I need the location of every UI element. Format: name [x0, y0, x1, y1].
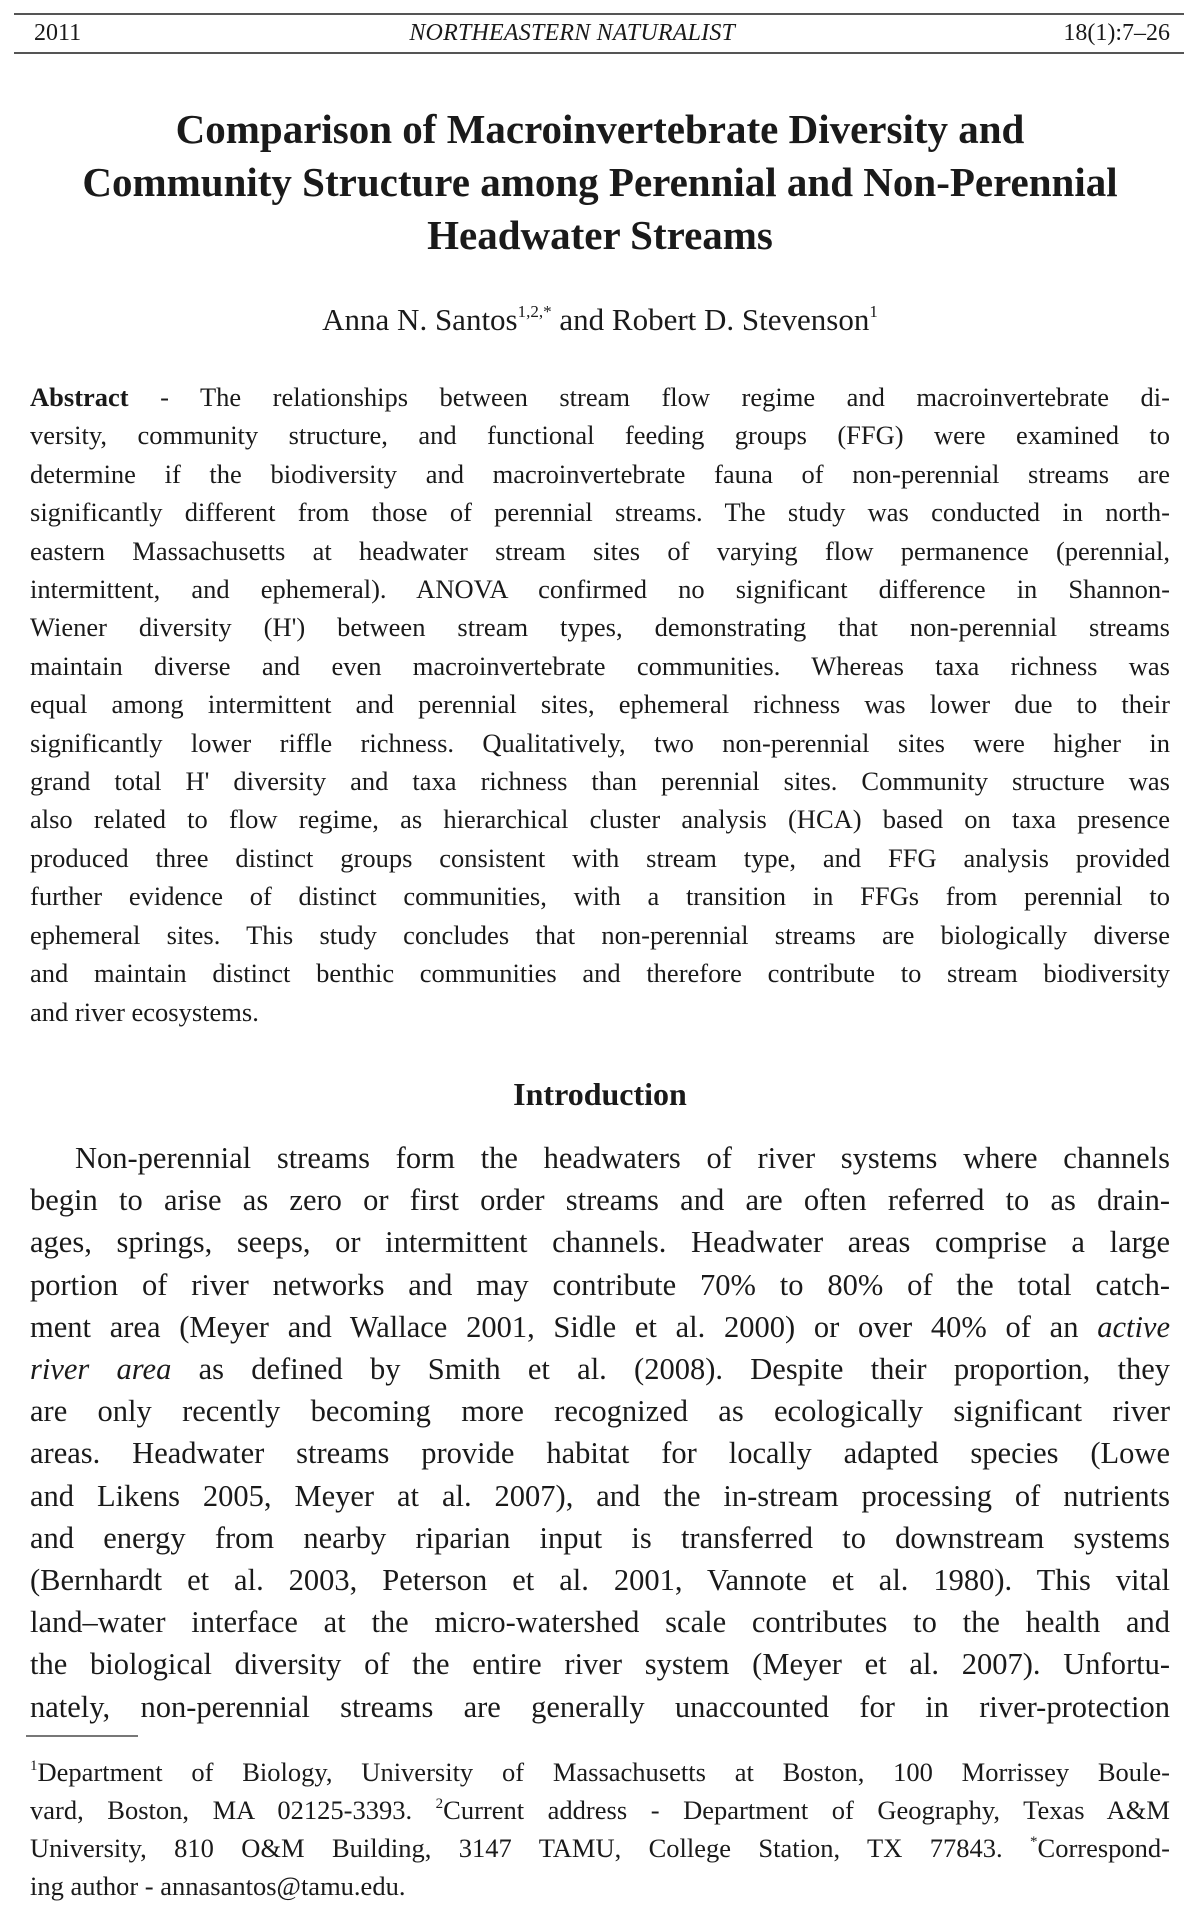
italic-term: river area	[30, 1352, 172, 1387]
abstract-line: eastern Massachusetts at headwater stream sites of varying flow permanence (perennial,	[30, 535, 1170, 566]
footnote-line: $^1$Department of Biology, University of Massachusetts at Boston, 100 Morrissey Boule-	[30, 1757, 1170, 1787]
running-head	[34, 14, 1170, 52]
italic-term: active	[1097, 1309, 1170, 1344]
author-affiliation-marks: 1,2,*	[517, 302, 552, 321]
intro-line: nately, non-perennial streams are generally unaccounted for in river-protection	[30, 1689, 1170, 1724]
intro-line: Non-perennial streams form the headwaters of river systems where channels	[75, 1141, 1170, 1175]
author-name: Robert D. Stevenson	[611, 302, 870, 337]
footnote-mark: 1	[30, 1758, 38, 1774]
header-rule-bottom	[14, 52, 1184, 54]
abstract-line: intermittent, and ephemeral). ANOVA confirmed no significant difference in Shannon-	[30, 574, 1170, 605]
intro-line: areas. Headwater streams provide habitat for locally adapted species (Lowe	[30, 1436, 1170, 1471]
abstract-line: grand total H' diversity and taxa richness than perennial sites. Community structure was	[30, 766, 1170, 797]
abstract-line: Wiener diversity (H') between stream types, demonstrating that non-perennial streams	[30, 612, 1170, 643]
intro-line: ages, springs, seeps, or intermittent channels. Headwater areas comprise a large	[30, 1225, 1170, 1260]
intro-line: the biological diversity of the entire river system (Meyer et al. 2007). Unfortu-	[30, 1647, 1170, 1682]
abstract-line: Abstract - The relationships between stream flow regime and macroinvertebrate di-	[30, 382, 1170, 412]
abstract-line: equal among intermittent and perennial sites, ephemeral richness was lower due to their	[30, 689, 1170, 720]
title-line: Community Structure among Perennial and Non-Perennial	[82, 159, 1118, 205]
introduction-paragraph	[30, 1137, 1170, 1728]
abstract-line: also related to flow regime, as hierarchical cluster analysis (HCA) based on taxa presence	[30, 804, 1170, 835]
footnote-line: ing author - annasantos@tamu.edu.	[30, 1871, 406, 1901]
intro-line: (Bernhardt et al. 2003, Peterson et al. 2001, Vannote et al. 1980). This vital	[30, 1563, 1170, 1598]
title-line: Comparison of Macroinvertebrate Diversity and	[175, 106, 1025, 152]
author-list	[0, 298, 1200, 342]
section-heading-introduction: Introduction	[513, 1076, 687, 1112]
footnotes	[30, 1753, 1170, 1905]
abstract-line: ephemeral sites. This study concludes that non-perennial streams are biologically diverse	[30, 919, 1170, 950]
abstract-line: significantly different from those of perennial streams. The study was conducted in north-	[30, 497, 1170, 528]
author-name: Anna N. Santos	[322, 302, 518, 337]
abstract-line: significantly lower riffle richness. Qualitatively, two non-perennial sites were higher in	[30, 727, 1170, 758]
intro-line: and Likens 2005, Meyer at al. 2007), and the in-stream processing of nutrients	[30, 1478, 1170, 1513]
intro-line: river area as defined by Smith et al. (2008). Despite their proportion, they	[30, 1352, 1170, 1387]
abstract-label: Abstract	[30, 382, 129, 412]
intro-line: land–water interface at the micro-watershed scale contributes to the health and	[30, 1605, 1170, 1640]
abstract	[30, 378, 1170, 1031]
abstract-line: and river ecosystems.	[30, 996, 259, 1027]
title-line: Headwater Streams	[427, 212, 773, 258]
abstract-line: produced three distinct groups consistent with stream type, and FFG analysis provided	[30, 842, 1170, 873]
intro-line: are only recently becoming more recognized as ecologically significant river	[30, 1394, 1170, 1429]
author-connector: and	[551, 302, 612, 337]
running-head-volume: 18(1):7–26	[1063, 20, 1170, 46]
running-head-year: 2011	[34, 20, 82, 46]
intro-line: begin to arise as zero or first order streams and are often referred to as drain-	[30, 1183, 1170, 1218]
intro-line: and energy from nearby riparian input is transferred to downstream systems	[30, 1520, 1170, 1555]
article-title	[20, 103, 1180, 262]
author-affiliation-marks: 1	[869, 302, 878, 321]
running-head-journal: NORTHEASTERN NATURALIST	[409, 20, 736, 46]
abstract-line: and maintain distinct benthic communities and therefore contribute to stream biodiversity	[30, 958, 1170, 989]
footnote-mark: 2	[435, 1796, 444, 1812]
footnote-mark: *	[1030, 1834, 1038, 1850]
footnote-rule	[26, 1735, 138, 1737]
intro-line: ment area (Meyer and Wallace 2001, Sidle et al. 2000) or over 40% of an active	[30, 1309, 1170, 1344]
abstract-line: versity, community structure, and functional feeding groups (FFG) were examined to	[30, 420, 1170, 451]
abstract-line: maintain diverse and even macroinvertebrate communities. Whereas taxa richness was	[30, 650, 1170, 681]
abstract-line: further evidence of distinct communities, with a transition in FFGs from perennial to	[30, 881, 1170, 912]
intro-line: portion of river networks and may contribute 70% to 80% of the total catch-	[30, 1267, 1170, 1302]
footnote-line: vard, Boston, MA 02125-3393. $^2$Current address - Department of Geography, Texas A&M	[30, 1795, 1170, 1825]
footnote-line: University, 810 O&M Building, 3147 TAMU, College Station, TX 77843. *Correspond-	[30, 1833, 1170, 1863]
abstract-line: determine if the biodiversity and macroinvertebrate fauna of non-perennial streams are	[30, 458, 1170, 489]
